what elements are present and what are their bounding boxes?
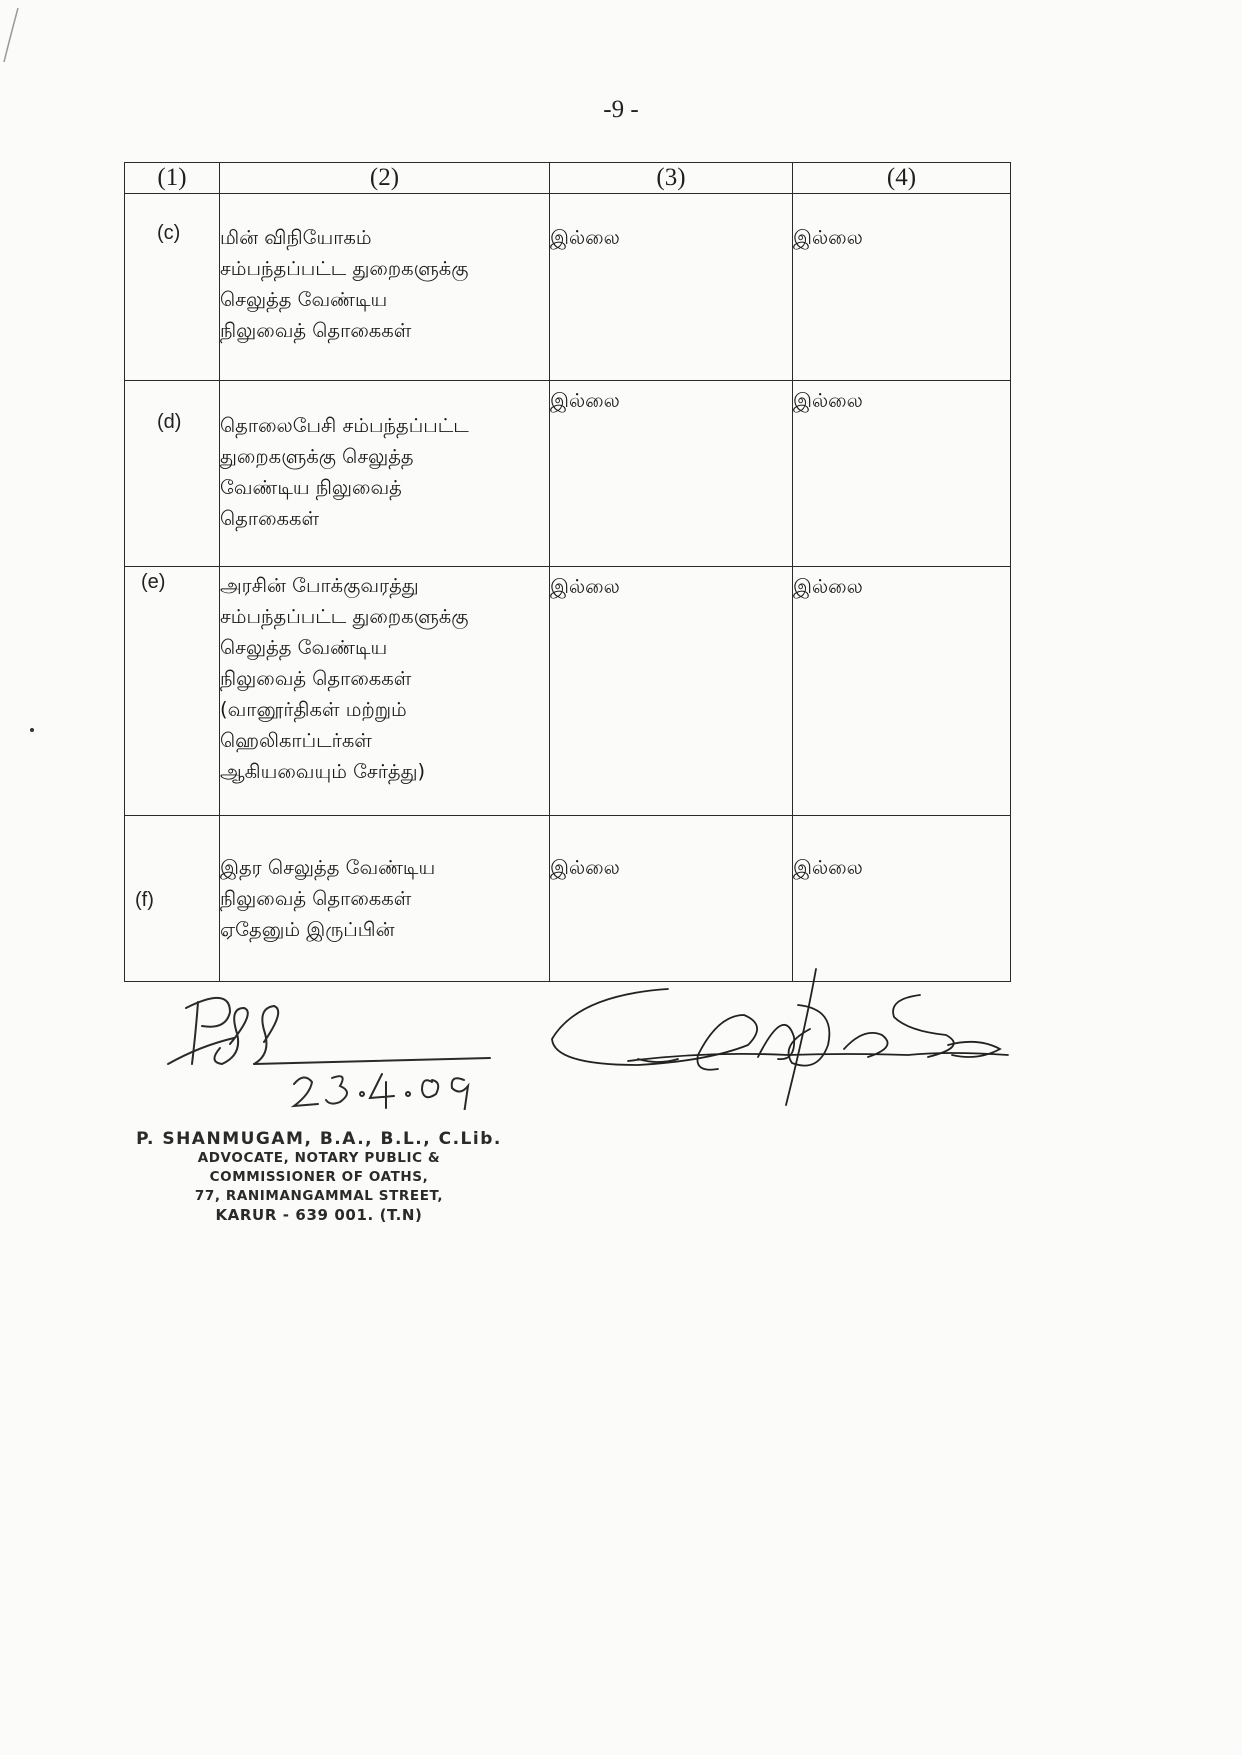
description-line: துறைகளுக்கு செலுத்த xyxy=(220,445,414,468)
row-col4-value: இல்லை xyxy=(793,567,1011,816)
stamp-line: KARUR - 639 001. (T.N) xyxy=(215,1206,423,1224)
row-label-cell xyxy=(125,567,220,816)
row-col4-value: இல்லை xyxy=(793,381,1011,567)
row-label: (d) xyxy=(157,411,182,433)
row-col4-value: இல்லை xyxy=(793,194,1011,381)
header-col-1: (1) xyxy=(125,163,220,194)
stamp-line: COMMISSIONER OF OATHS, xyxy=(209,1169,429,1185)
row-label: (e) xyxy=(141,571,166,593)
row-label-cell xyxy=(125,194,220,381)
stamp-line: 77, RANIMANGAMMAL STREET, xyxy=(194,1188,444,1204)
description-line: தொகைகள் xyxy=(220,507,320,530)
row-col3-value: இல்லை xyxy=(550,194,793,381)
stamp-line: ADVOCATE, NOTARY PUBLIC & xyxy=(197,1150,441,1166)
handwritten-initials-signature xyxy=(160,990,500,1110)
stamp-name: P. SHANMUGAM, B.A., B.L., C.Lib. xyxy=(136,1129,502,1149)
row-label: (f) xyxy=(135,889,154,911)
row-label: (c) xyxy=(157,222,181,244)
description-line: மின் விநியோகம் xyxy=(220,226,372,249)
row-col3-value: இல்லை xyxy=(550,567,793,816)
description-line: நிலுவைத் தொகைகள் xyxy=(220,667,412,690)
description-line: சம்பந்தப்பட்ட துறைகளுக்கு xyxy=(220,605,469,628)
table-row-f xyxy=(125,816,1011,982)
description-line: சம்பந்தப்பட்ட துறைகளுக்கு xyxy=(220,257,469,280)
header-col-3: (3) xyxy=(550,163,793,194)
description-line: ஏதேனும் இருப்பின் xyxy=(220,918,395,941)
description-line: செலுத்த வேண்டிய xyxy=(220,636,388,659)
dues-table xyxy=(124,162,1011,982)
description-line: செலுத்த வேண்டிய xyxy=(220,288,388,311)
description-line: (வானூர்திகள் மற்றும் xyxy=(220,698,407,721)
description-line: தொலைபேசி சம்பந்தப்பட்ட xyxy=(220,414,469,437)
row-description xyxy=(220,567,550,816)
row-label-cell xyxy=(125,381,220,567)
header-col-4: (4) xyxy=(793,163,1011,194)
row-label-cell xyxy=(125,816,220,982)
table-header-row xyxy=(125,163,1011,194)
table-row-d xyxy=(125,381,1011,567)
description-line: ஹெலிகாப்டர்கள் xyxy=(220,729,372,752)
description-line: ஆகியவையும் சேர்த்து) xyxy=(220,760,426,783)
description-line: வேண்டிய நிலுவைத் xyxy=(220,476,402,499)
row-description xyxy=(220,194,550,381)
page-number: -9 - xyxy=(603,96,639,123)
description-line: இதர செலுத்த வேண்டிய xyxy=(220,856,436,879)
description-line: நிலுவைத் தொகைகள் xyxy=(220,887,412,910)
description-line: அரசின் போக்குவரத்து xyxy=(220,574,419,597)
row-description xyxy=(220,381,550,567)
handwritten-signature xyxy=(548,965,1028,1115)
notary-stamp xyxy=(124,1130,514,1225)
page-corner-mark xyxy=(0,0,30,80)
header-col-2: (2) xyxy=(220,163,550,194)
table-row-e xyxy=(125,567,1011,816)
description-line: நிலுவைத் தொகைகள் xyxy=(220,319,412,342)
row-description xyxy=(220,816,550,982)
row-col4-value: இல்லை xyxy=(793,816,1011,982)
stray-mark xyxy=(30,728,34,732)
row-col3-value: இல்லை xyxy=(550,381,793,567)
table-row-c xyxy=(125,194,1011,381)
row-col3-value: இல்லை xyxy=(550,816,793,982)
